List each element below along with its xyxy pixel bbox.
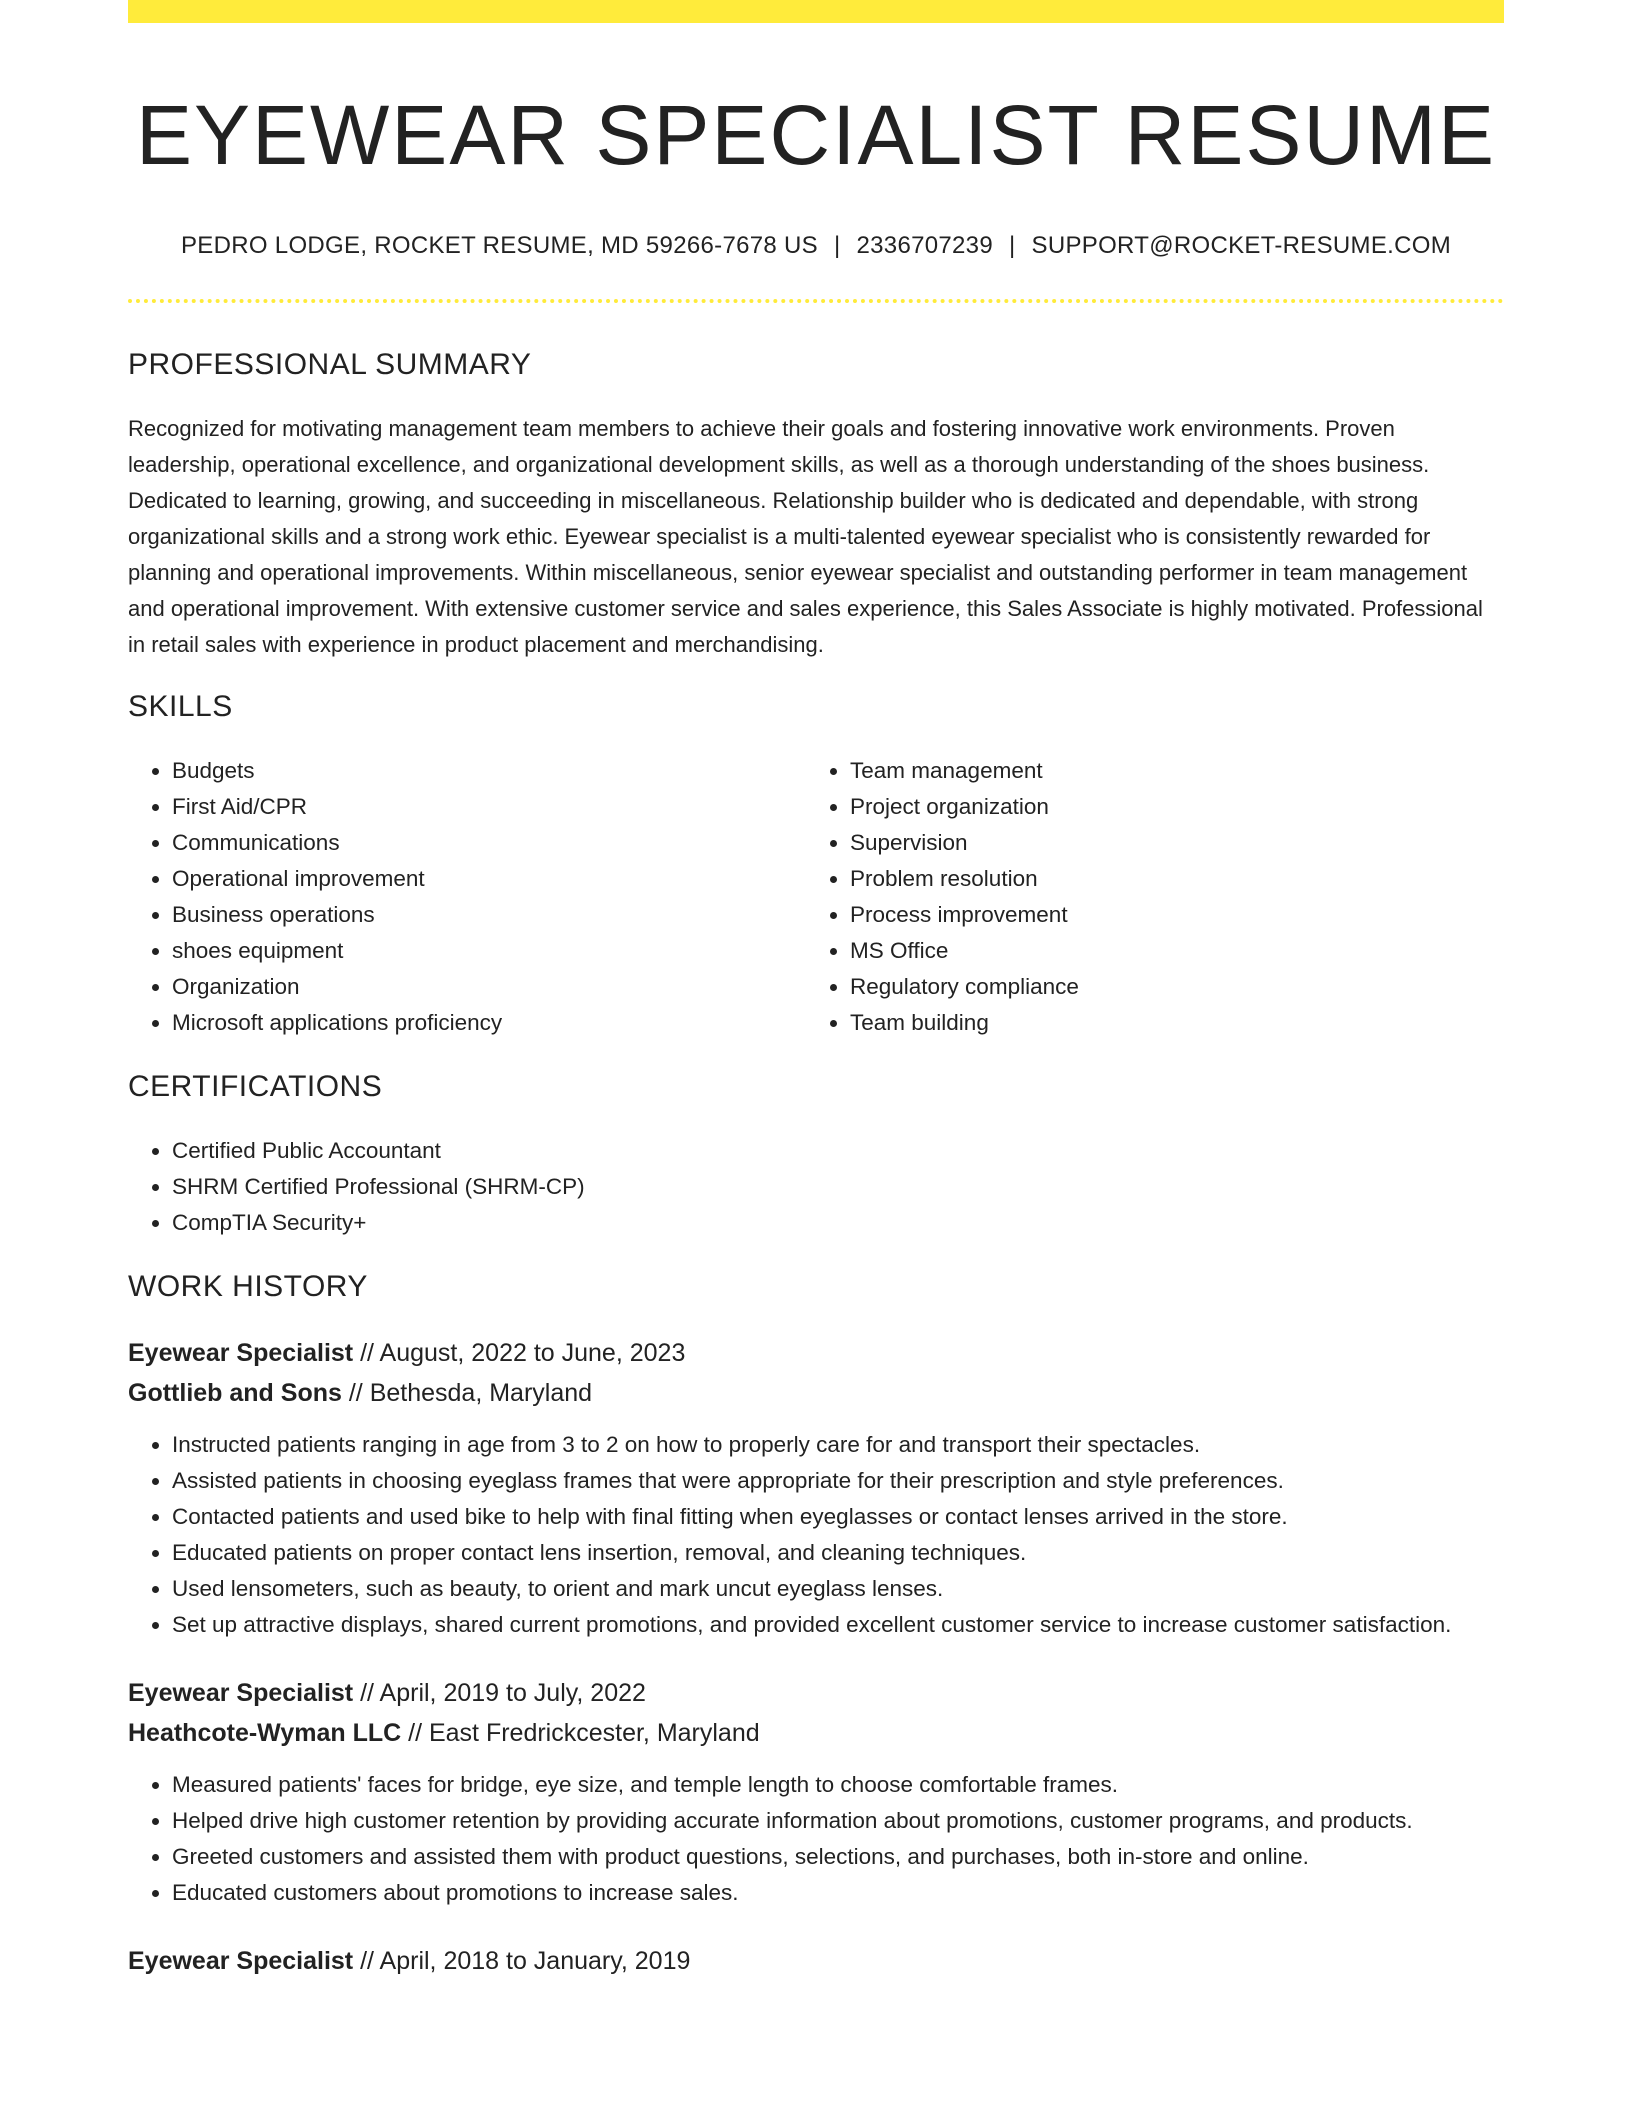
skill-item: • First Aid/CPR — [172, 789, 806, 825]
skills-column-left — [128, 753, 806, 1041]
resume-page — [128, 0, 1504, 1981]
skill-item: • Supervision — [850, 825, 1484, 861]
job-bullet: • Used lensometers, such as beauty, to orient and mark uncut eyeglass lenses. — [172, 1571, 1504, 1607]
certification-item: • Certified Public Accountant — [172, 1133, 1504, 1169]
job-company-line — [128, 1713, 1504, 1753]
job-company: Gottlieb and Sons — [128, 1379, 342, 1407]
resume-title: EYEWEAR SPECIALIST RESUME — [135, 88, 1497, 182]
skill-item: • Organization — [172, 969, 806, 1005]
skill-item: • Team management — [850, 753, 1484, 789]
skill-item: • Problem resolution — [850, 861, 1484, 897]
contact-address: PEDRO LODGE, ROCKET RESUME, MD 59266-7678 US — [180, 232, 818, 259]
job-title: Eyewear Specialist — [128, 1679, 354, 1707]
skills-columns — [128, 753, 1504, 1041]
skills-list-right — [806, 753, 1484, 1041]
job-bullet: • Contacted patients and used bike to help with final fitting when eyeglasses or contact lenses arrived in the store. — [172, 1499, 1504, 1535]
job-title: Eyewear Specialist — [128, 1339, 354, 1367]
job-title: Eyewear Specialist — [128, 1947, 354, 1975]
certification-item: • SHRM Certified Professional (SHRM-CP) — [172, 1169, 1504, 1205]
job-location: // East Fredrickcester, Maryland — [401, 1719, 760, 1747]
skill-item: • Process improvement — [850, 897, 1484, 933]
job-bullet: • Educated customers about promotions to increase sales. — [172, 1875, 1504, 1911]
skill-item: • Operational improvement — [172, 861, 806, 897]
skill-item: • Microsoft applications proficiency — [172, 1005, 806, 1041]
job-entry — [128, 1673, 1504, 1911]
job-bullet: • Set up attractive displays, shared current promotions, and provided excellent customer service to increase customer satisfaction. — [172, 1607, 1504, 1643]
dotted-divider — [128, 299, 1504, 303]
contact-separator: | — [833, 232, 841, 259]
skill-item: • Team building — [850, 1005, 1484, 1041]
skill-item: • Project organization — [850, 789, 1484, 825]
job-bullet: • Assisted patients in choosing eyeglass frames that were appropriate for their prescription and style preferences. — [172, 1463, 1504, 1499]
job-bullet: • Helped drive high customer retention by providing accurate information about promotions, customer programs, and products. — [172, 1803, 1504, 1839]
job-entry — [128, 1333, 1504, 1643]
skill-item: • Budgets — [172, 753, 806, 789]
job-company: Heathcote-Wyman LLC — [128, 1719, 402, 1747]
skills-list-left — [128, 753, 806, 1041]
contact-separator: | — [1008, 232, 1016, 259]
summary-text: Recognized for motivating management team members to achieve their goals and fostering innovative work environments. Proven leadership, operational excellence, and organizational development skills, as well as a thorough understanding of the shoes business. Dedicated to learning, growing, and succeeding in miscellaneous. Relationship builder who is dedicated and dependable, with strong organizational skills and a strong work ethic. Eyewear specialist is a multi-talented eyewear specialist who is consistently rewarded for planning and operational improvements. Within miscellaneous, senior eyewear specialist and outstanding performer in team management and operational improvement. With extensive customer service and sales experience, this Sales Associate is highly motivated. Professional in retail sales with experience in product placement and merchandising. — [128, 416, 1483, 657]
job-dates: // April, 2019 to July, 2022 — [353, 1679, 646, 1707]
job-bullet: • Instructed patients ranging in age from 3 to 2 on how to properly care for and transport their spectacles. — [172, 1427, 1504, 1463]
certifications-list — [128, 1133, 1504, 1241]
contact-phone: 2336707239 — [856, 232, 993, 259]
skill-item: • Communications — [172, 825, 806, 861]
job-title-line — [128, 1941, 1504, 1981]
job-title-line — [128, 1333, 1504, 1373]
job-bullet: • Measured patients' faces for bridge, eye size, and temple length to choose comfortable frames. — [172, 1767, 1504, 1803]
contact-line — [128, 231, 1504, 261]
job-bullets — [128, 1767, 1504, 1911]
skills-heading: SKILLS — [128, 690, 233, 723]
job-bullets — [128, 1427, 1504, 1643]
job-bullet: • Educated patients on proper contact lens insertion, removal, and cleaning techniques. — [172, 1535, 1504, 1571]
job-company-line — [128, 1373, 1504, 1413]
job-entry — [128, 1941, 1504, 1981]
contact-email[interactable]: SUPPORT@ROCKET-RESUME.COM — [1031, 232, 1451, 259]
skill-item: • Business operations — [172, 897, 806, 933]
job-location: // Bethesda, Maryland — [341, 1379, 593, 1407]
job-dates: // August, 2022 to June, 2023 — [353, 1339, 686, 1367]
certifications-heading: CERTIFICATIONS — [128, 1070, 383, 1103]
job-dates: // April, 2018 to January, 2019 — [353, 1947, 691, 1975]
certification-item: • CompTIA Security+ — [172, 1205, 1504, 1241]
job-bullet: • Greeted customers and assisted them with product questions, selections, and purchases, both in-store and online. — [172, 1839, 1504, 1875]
skill-item: • MS Office — [850, 933, 1484, 969]
work-history-heading: WORK HISTORY — [128, 1270, 368, 1303]
job-title-line — [128, 1673, 1504, 1713]
accent-top-bar — [128, 0, 1504, 23]
skill-item: • shoes equipment — [172, 933, 806, 969]
skills-column-right — [806, 753, 1484, 1041]
skill-item: • Regulatory compliance — [850, 969, 1484, 1005]
summary-heading: PROFESSIONAL SUMMARY — [128, 348, 532, 381]
